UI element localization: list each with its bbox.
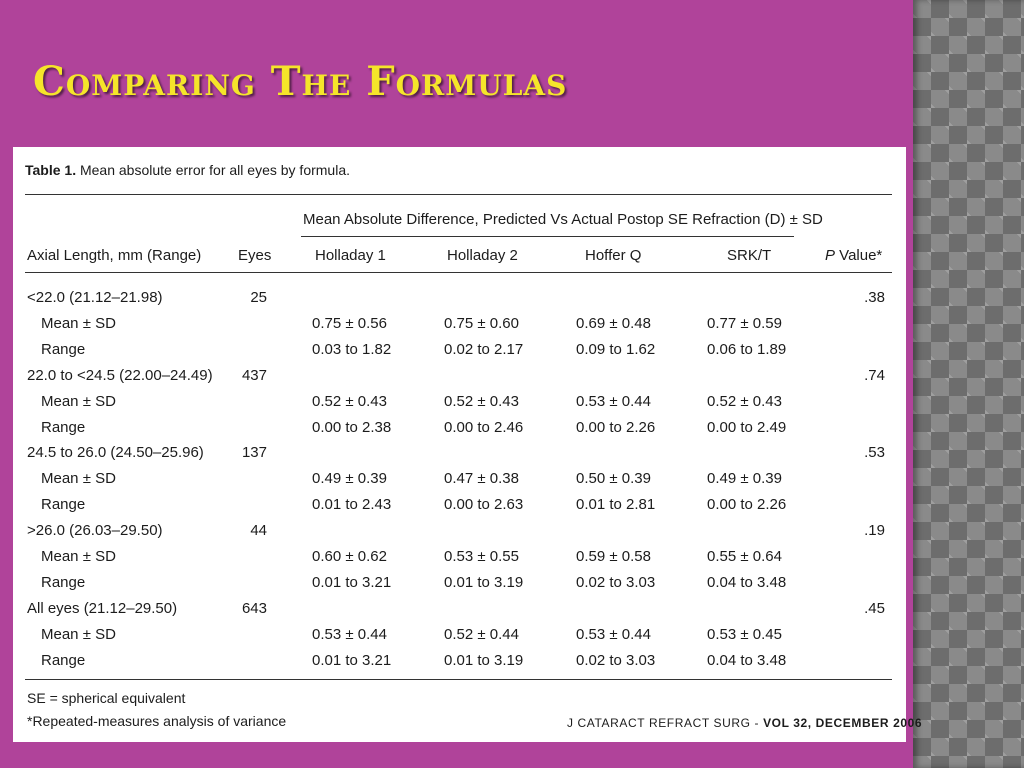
mean-sd-value: 0.52 ± 0.43	[312, 393, 387, 410]
group-label: >26.0 (26.03–29.50)	[27, 522, 163, 539]
eyes-count: 643	[241, 600, 267, 617]
p-value: .45	[864, 600, 885, 617]
p-rest: Value*	[835, 247, 883, 264]
footnote-se: SE = spherical equivalent	[27, 690, 186, 706]
range-label: Range	[41, 419, 86, 436]
mean-sd-value: 0.49 ± 0.39	[707, 470, 782, 487]
mean-sd-label: Mean ± SD	[41, 393, 116, 410]
range-value: 0.02 to 2.17	[444, 341, 524, 358]
mean-sd-value: 0.53 ± 0.44	[312, 626, 387, 643]
mean-sd-value: 0.47 ± 0.38	[444, 470, 519, 487]
mean-sd-label: Mean ± SD	[41, 626, 116, 643]
col-header-hofferq: Hoffer Q	[585, 247, 642, 264]
range-label: Range	[41, 341, 86, 358]
group-header-rule	[301, 236, 794, 237]
mean-sd-value: 0.53 ± 0.55	[444, 548, 519, 565]
range-label: Range	[41, 496, 86, 513]
mean-sd-value: 0.69 ± 0.48	[576, 315, 651, 332]
mean-sd-label: Mean ± SD	[41, 548, 116, 565]
mean-sd-value: 0.53 ± 0.44	[576, 393, 651, 410]
mean-sd-value: 0.53 ± 0.44	[576, 626, 651, 643]
mean-sd-value: 0.60 ± 0.62	[312, 548, 387, 565]
slide-title: Comparing The Formulas	[33, 58, 568, 105]
group-label: <22.0 (21.12–21.98)	[27, 289, 163, 306]
group-header: Mean Absolute Difference, Predicted Vs Actual Postop SE Refraction (D) ± SD	[303, 211, 823, 228]
table-caption	[25, 162, 350, 178]
mean-sd-label: Mean ± SD	[41, 470, 116, 487]
bottom-rule	[25, 679, 892, 680]
journal-volume: VOL 32, DECEMBER 2006	[763, 716, 923, 730]
range-value: 0.09 to 1.62	[576, 341, 656, 358]
mean-sd-value: 0.53 ± 0.45	[707, 626, 782, 643]
eyes-count: 137	[241, 444, 267, 461]
range-value: 0.06 to 1.89	[707, 341, 787, 358]
col-header-axial-length: Axial Length, mm (Range)	[27, 247, 202, 264]
table-caption-text: Mean absolute error for all eyes by formula.	[76, 162, 350, 178]
group-label: 22.0 to <24.5 (22.00–24.49)	[27, 367, 213, 384]
range-value: 0.03 to 1.82	[312, 341, 392, 358]
col-header-holladay1: Holladay 1	[315, 247, 386, 264]
footnote-anova: *Repeated-measures analysis of variance	[27, 713, 287, 729]
mean-sd-value: 0.49 ± 0.39	[312, 470, 387, 487]
group-label: All eyes (21.12–29.50)	[27, 600, 178, 617]
range-value: 0.00 to 2.63	[444, 496, 524, 513]
mean-sd-value: 0.55 ± 0.64	[707, 548, 782, 565]
range-value: 0.04 to 3.48	[707, 574, 787, 591]
range-value: 0.00 to 2.46	[444, 419, 524, 436]
range-value: 0.00 to 2.38	[312, 419, 392, 436]
range-label: Range	[41, 574, 86, 591]
col-header-srkt: SRK/T	[727, 247, 772, 264]
p-italic: P	[825, 247, 836, 264]
mean-sd-value: 0.50 ± 0.39	[576, 470, 651, 487]
mean-sd-value: 0.52 ± 0.44	[444, 626, 519, 643]
p-value: .38	[864, 289, 885, 306]
range-value: 0.04 to 3.48	[707, 652, 787, 669]
mean-sd-value: 0.52 ± 0.43	[707, 393, 782, 410]
header-rule	[25, 272, 892, 273]
eyes-count: 25	[250, 289, 267, 306]
range-value: 0.00 to 2.49	[707, 419, 787, 436]
mean-sd-value: 0.75 ± 0.56	[312, 315, 387, 332]
journal-citation	[567, 716, 922, 730]
range-value: 0.00 to 2.26	[707, 496, 787, 513]
mean-sd-value: 0.52 ± 0.43	[444, 393, 519, 410]
table-figure	[13, 147, 923, 742]
range-label: Range	[41, 652, 86, 669]
mean-sd-value: 0.59 ± 0.58	[576, 548, 651, 565]
range-value: 0.01 to 3.21	[312, 652, 392, 669]
range-value: 0.01 to 3.19	[444, 574, 524, 591]
col-header-p-value	[825, 247, 882, 264]
decorative-side-panel	[913, 0, 1024, 768]
p-value: .19	[864, 522, 885, 539]
mean-sd-value: 0.75 ± 0.60	[444, 315, 519, 332]
eyes-count: 44	[250, 522, 267, 539]
top-rule	[25, 194, 892, 195]
mean-sd-value: 0.77 ± 0.59	[707, 315, 782, 332]
col-header-eyes: Eyes	[238, 247, 272, 264]
eyes-count: 437	[241, 367, 267, 384]
group-label: 24.5 to 26.0 (24.50–25.96)	[27, 444, 204, 461]
range-value: 0.01 to 3.19	[444, 652, 524, 669]
p-value: .74	[864, 367, 885, 384]
range-value: 0.02 to 3.03	[576, 574, 656, 591]
range-value: 0.01 to 2.81	[576, 496, 656, 513]
table-caption-label: Table 1.	[25, 162, 77, 178]
range-value: 0.01 to 2.43	[312, 496, 392, 513]
range-value: 0.00 to 2.26	[576, 419, 656, 436]
p-value: .53	[864, 444, 885, 461]
journal-name: J CATARACT REFRACT SURG -	[567, 716, 764, 730]
range-value: 0.02 to 3.03	[576, 652, 656, 669]
range-value: 0.01 to 3.21	[312, 574, 392, 591]
col-header-holladay2: Holladay 2	[447, 247, 518, 264]
mean-sd-label: Mean ± SD	[41, 315, 116, 332]
